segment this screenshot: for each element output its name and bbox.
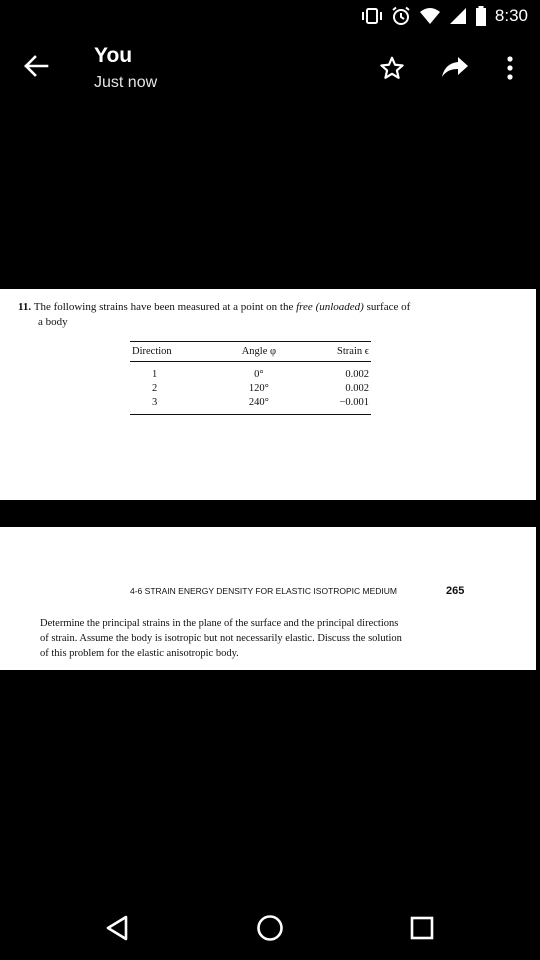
question-line: of strain. Assume the body is isotropic but not necessarily elastic. Discuss the solution <box>40 633 402 644</box>
battery-icon <box>475 6 487 26</box>
problem-text-italic: free (unloaded) <box>296 301 364 313</box>
page-number: 265 <box>446 585 465 597</box>
navigation-bar <box>0 896 540 960</box>
table-cell: 3 <box>130 396 221 415</box>
question-line: of this problem for the elastic anisotropic body. <box>40 648 239 659</box>
table-header-row <box>130 342 371 362</box>
problem-text-after: surface of <box>366 301 411 313</box>
table-cell: 0° <box>254 369 264 380</box>
star-button[interactable] <box>374 52 410 88</box>
share-button[interactable] <box>437 52 473 88</box>
nav-home-button[interactable] <box>250 910 290 950</box>
app-bar <box>0 32 540 112</box>
nav-back-button[interactable] <box>97 910 137 950</box>
back-arrow-icon <box>23 54 49 83</box>
back-button[interactable] <box>14 50 58 86</box>
problem-text-continued: a body <box>38 316 68 328</box>
table-row <box>130 382 371 396</box>
table-header-direction: Direction <box>130 342 221 362</box>
more-vert-icon <box>506 56 514 85</box>
status-time: 8:30 <box>494 6 528 25</box>
nav-recents-button[interactable] <box>402 910 442 950</box>
running-head: 4-6 STRAIN ENERGY DENSITY FOR ELASTIC ISOTROPIC MEDIUM <box>130 586 398 596</box>
more-options-button[interactable] <box>494 52 526 88</box>
table-row <box>130 396 371 415</box>
table-cell: 1 <box>152 369 158 380</box>
table-cell: 0.002 <box>345 383 369 394</box>
wifi-icon <box>419 7 441 25</box>
signal-icon <box>449 7 467 25</box>
table-cell: 120° <box>248 383 269 394</box>
sender-name: You <box>94 44 133 67</box>
alarm-icon <box>391 6 411 26</box>
question-line: Determine the principal strains in the plane of the surface and the principal directions <box>40 618 399 629</box>
table-cell: −0.001 <box>297 396 371 415</box>
table-cell: 0.002 <box>345 369 369 380</box>
nav-back-icon <box>105 915 129 946</box>
share-icon <box>441 57 469 84</box>
strain-table <box>130 341 371 415</box>
nav-home-icon <box>256 914 284 947</box>
vibrate-icon <box>361 7 383 25</box>
problem-text-before: The following strains have been measured at a point on the <box>33 301 294 313</box>
table-header-angle: Angle φ <box>221 342 296 362</box>
question-text <box>40 616 470 661</box>
status-bar <box>0 0 540 32</box>
table-header-strain: Strain ϵ <box>297 342 371 362</box>
star-icon <box>379 55 405 86</box>
problem-number: 11. <box>18 301 32 313</box>
table-row <box>130 362 371 383</box>
problem-statement <box>18 300 468 330</box>
table-cell: 240° <box>221 396 296 415</box>
nav-recents-icon <box>410 916 434 945</box>
message-timestamp: Just now <box>94 74 158 91</box>
table-cell: 2 <box>152 383 158 394</box>
image-panel-top <box>0 289 536 500</box>
image-panel-bottom <box>0 527 536 670</box>
